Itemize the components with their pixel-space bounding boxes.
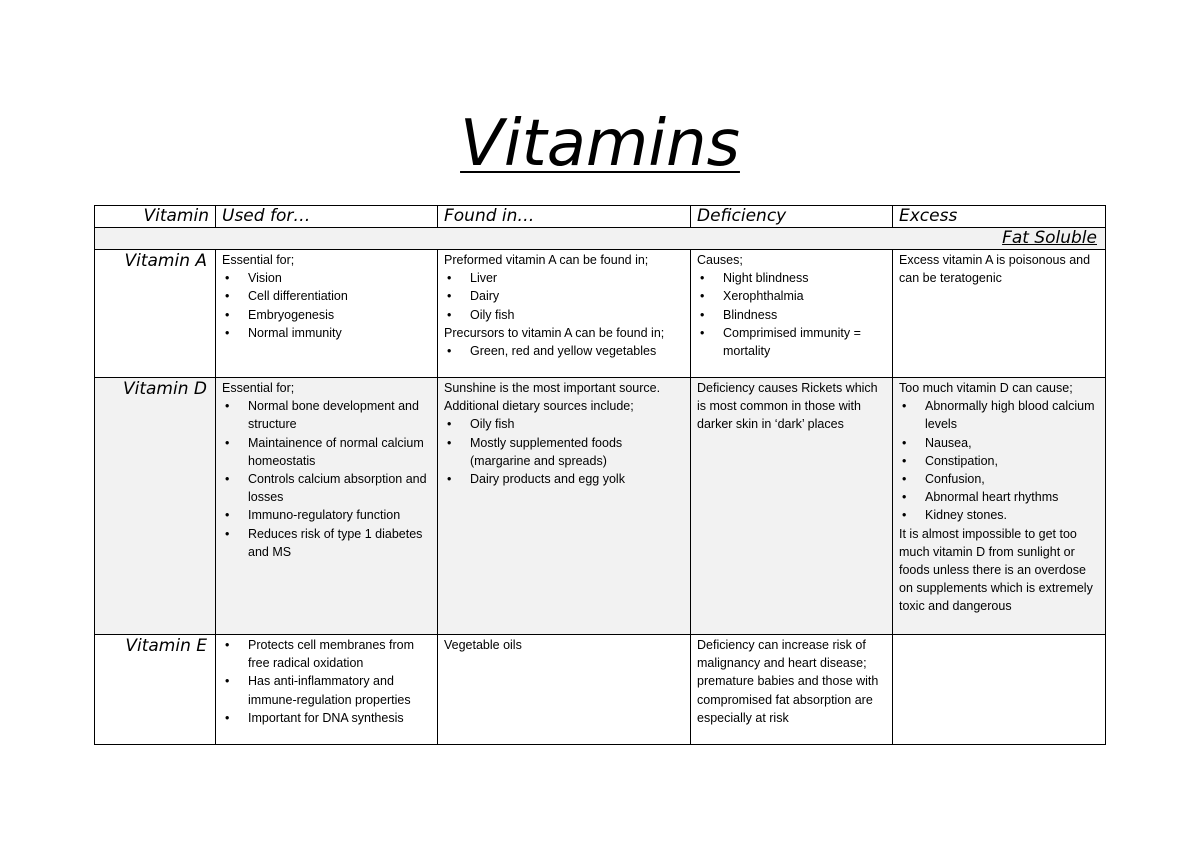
used-intro: Essential for; <box>222 253 295 267</box>
vitamin-name: Vitamin A <box>95 250 216 378</box>
list-item: • Oily fish <box>444 306 684 324</box>
list-item: • Mostly supplemented foods (margarine and spreads) <box>444 434 684 470</box>
excess-cell <box>893 250 1106 378</box>
header-used-for: Used for… <box>216 206 438 228</box>
used-for-cell <box>216 378 438 635</box>
section-row <box>95 228 1106 250</box>
used-for-cell <box>216 635 438 745</box>
list-item: • Green, red and yellow vegetables <box>444 342 684 360</box>
deficiency-intro: Causes; <box>697 253 743 267</box>
list-item: • Cell differentiation <box>222 287 431 305</box>
used-list <box>222 636 431 727</box>
header-found-in: Found in… <box>438 206 691 228</box>
list-item: • Normal bone development and structure <box>222 397 431 433</box>
found-intro: Preformed vitamin A can be found in; <box>444 253 649 267</box>
table-row-vitamin-a <box>95 250 1106 378</box>
list-item: • Liver <box>444 269 684 287</box>
used-intro: Essential for; <box>222 381 295 395</box>
found-intro-2: Precursors to vitamin A can be found in; <box>444 325 665 340</box>
header-deficiency: Deficiency <box>691 206 893 228</box>
list-item: • Xerophthalmia <box>697 287 886 305</box>
table-row-vitamin-e <box>95 635 1106 745</box>
list-item: • Kidney stones. <box>899 506 1099 524</box>
vitamin-name: Vitamin E <box>95 635 216 745</box>
header-vitamin: Vitamin <box>95 206 216 228</box>
list-item: • Important for DNA synthesis <box>222 709 431 727</box>
list-item: • Night blindness <box>697 269 886 287</box>
list-item: • Vision <box>222 269 431 287</box>
deficiency-text: Deficiency can increase risk of malignancy and heart disease; premature babies and those with compromised fat absorption are especially at risk <box>697 638 879 725</box>
list-item: • Abnormally high blood calcium levels <box>899 397 1099 433</box>
deficiency-cell <box>691 378 893 635</box>
list-item: • Controls calcium absorption and losses <box>222 470 431 506</box>
header-row <box>95 206 1106 228</box>
list-item: • Confusion, <box>899 470 1099 488</box>
list-item: • Nausea, <box>899 434 1099 452</box>
list-item: • Embryogenesis <box>222 306 431 324</box>
section-fat-soluble: Fat Soluble <box>1002 228 1097 248</box>
found-list-2 <box>444 342 684 360</box>
list-item: • Comprimised immunity = mortality <box>697 324 886 360</box>
used-list <box>222 397 431 561</box>
found-list <box>444 269 684 324</box>
list-item: • Maintainence of normal calcium homeostatis <box>222 434 431 470</box>
list-item: • Blindness <box>697 306 886 324</box>
list-item: • Oily fish <box>444 415 684 433</box>
found-in-cell <box>438 250 691 378</box>
deficiency-text: Deficiency causes Rickets which is most common in those with darker skin in ‘dark’ places <box>697 381 878 432</box>
excess-text: Excess vitamin A is poisonous and can be teratogenic <box>899 253 1091 286</box>
list-item: • Dairy products and egg yolk <box>444 470 684 488</box>
excess-intro: Too much vitamin D can cause; <box>899 381 1073 395</box>
vitamins-table <box>94 205 1106 745</box>
list-item: • Protects cell membranes from free radical oxidation <box>222 636 431 672</box>
deficiency-cell <box>691 635 893 745</box>
used-for-cell <box>216 250 438 378</box>
list-item: • Immuno-regulatory function <box>222 506 431 524</box>
deficiency-list <box>697 269 886 360</box>
found-in-cell <box>438 635 691 745</box>
found-list <box>444 415 684 488</box>
list-item: • Normal immunity <box>222 324 431 342</box>
list-item: • Constipation, <box>899 452 1099 470</box>
list-item: • Abnormal heart rhythms <box>899 488 1099 506</box>
excess-outro: It is almost impossible to get too much vitamin D from sunlight or foods unless there is an overdose on supplements which is extremely toxic and dangerous <box>899 526 1093 614</box>
found-intro-2: Additional dietary sources include; <box>444 399 634 414</box>
found-intro: Sunshine is the most important source. <box>444 381 661 395</box>
excess-list <box>899 397 1099 524</box>
used-list <box>222 269 431 342</box>
excess-cell <box>893 378 1106 635</box>
found-in-cell <box>438 378 691 635</box>
vitamin-name: Vitamin D <box>95 378 216 635</box>
excess-cell <box>893 635 1106 745</box>
deficiency-cell <box>691 250 893 378</box>
page-title: Vitamins <box>460 107 740 181</box>
table-row-vitamin-d <box>95 378 1106 635</box>
list-item: • Has anti-inflammatory and immune-regulation properties <box>222 672 431 708</box>
header-excess: Excess <box>893 206 1106 228</box>
found-text: Vegetable oils <box>444 638 522 652</box>
list-item: • Reduces risk of type 1 diabetes and MS <box>222 525 431 561</box>
list-item: • Dairy <box>444 287 684 305</box>
